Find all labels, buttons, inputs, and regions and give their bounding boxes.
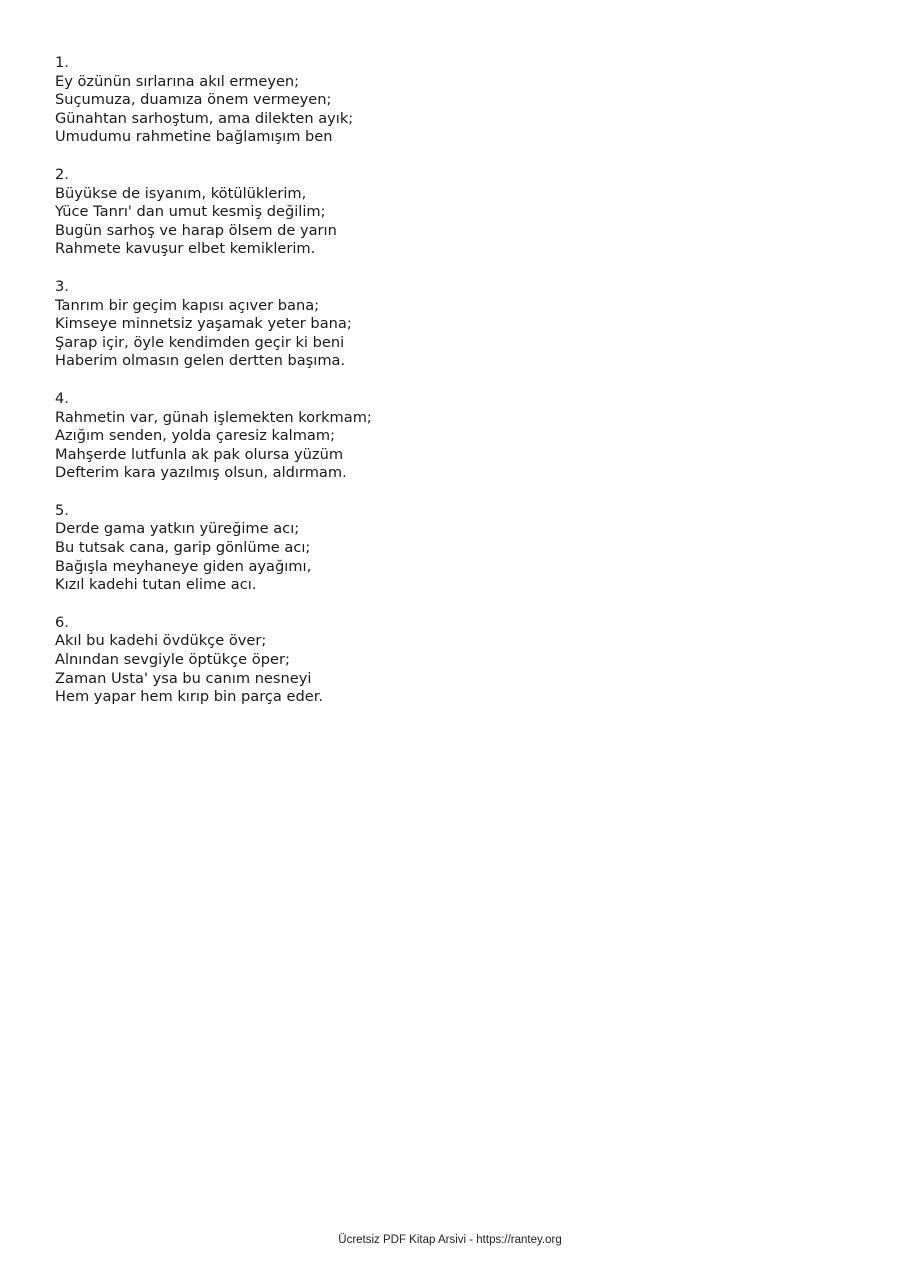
verse-line: Derde gama yatkın yüreğime acı; [55, 520, 300, 538]
verse-line: Rahmetin var, günah işlemekten korkmam; [55, 408, 372, 426]
verse-line: Bu tutsak cana, garip gönlüme acı; [55, 539, 311, 557]
document-page [55, 54, 855, 726]
stanza-4 [55, 390, 855, 483]
verse-line: Bağışla meyhaneye giden ayağımı, [55, 557, 312, 575]
verse-line: Bugün sarhoş ve harap ölsem de yarın [55, 221, 337, 239]
verse-line: Akıl bu kadehi övdükçe över; [55, 632, 267, 650]
verse-line: Alnından sevgiyle öptükçe öper; [55, 651, 290, 669]
verse-line: Tanrım bir geçim kapısı açıver bana; [55, 296, 320, 314]
verse-line: Suçumuza, duamıza önem vermeyen; [55, 91, 332, 109]
verse-line: Büyükse de isyanım, kötülüklerim, [55, 184, 307, 202]
verse-line: Hem yapar hem kırıp bin parça eder. [55, 688, 323, 706]
verse-line: Haberim olmasın gelen dertten başıma. [55, 352, 346, 370]
verse-line: Yüce Tanrı' dan umut kesmiş değilim; [55, 203, 326, 221]
verse-line: Zaman Usta' ysa bu canım nesneyi [55, 669, 312, 687]
verse-line: Mahşerde lutfunla ak pak olursa yüzüm [55, 445, 344, 463]
stanza-number: 2. [55, 165, 69, 183]
verse-line: Kimseye minnetsiz yaşamak yeter bana; [55, 315, 352, 333]
verse-line: Azığım senden, yolda çaresiz kalmam; [55, 427, 336, 445]
verse-line: Ey özünün sırlarına akıl ermeyen; [55, 72, 300, 90]
stanza-number: 1. [55, 54, 69, 71]
stanza-3 [55, 278, 855, 371]
verse-line: Defterim kara yazılmış olsun, aldırmam. [55, 464, 347, 482]
stanza-number: 6. [55, 613, 69, 631]
stanza-number: 4. [55, 389, 69, 407]
stanza-number: 5. [55, 501, 69, 519]
stanza-1 [55, 54, 855, 147]
stanza-5 [55, 502, 855, 595]
stanza-6 [55, 614, 855, 707]
verse-line: Günahtan sarhoştum, ama dilekten ayık; [55, 109, 354, 127]
verse-line: Şarap içir, öyle kendimden geçir ki beni [55, 333, 345, 351]
verse-line: Rahmete kavuşur elbet kemiklerim. [55, 240, 316, 258]
verse-line: Kızıl kadehi tutan elime acı. [55, 576, 257, 594]
stanza-2 [55, 166, 855, 259]
page-footer: Ücretsiz PDF Kitap Arsivi - https://rantey.org [338, 1234, 562, 1246]
stanza-number: 3. [55, 277, 69, 295]
verse-line: Umudumu rahmetine bağlamışım ben [55, 128, 333, 146]
